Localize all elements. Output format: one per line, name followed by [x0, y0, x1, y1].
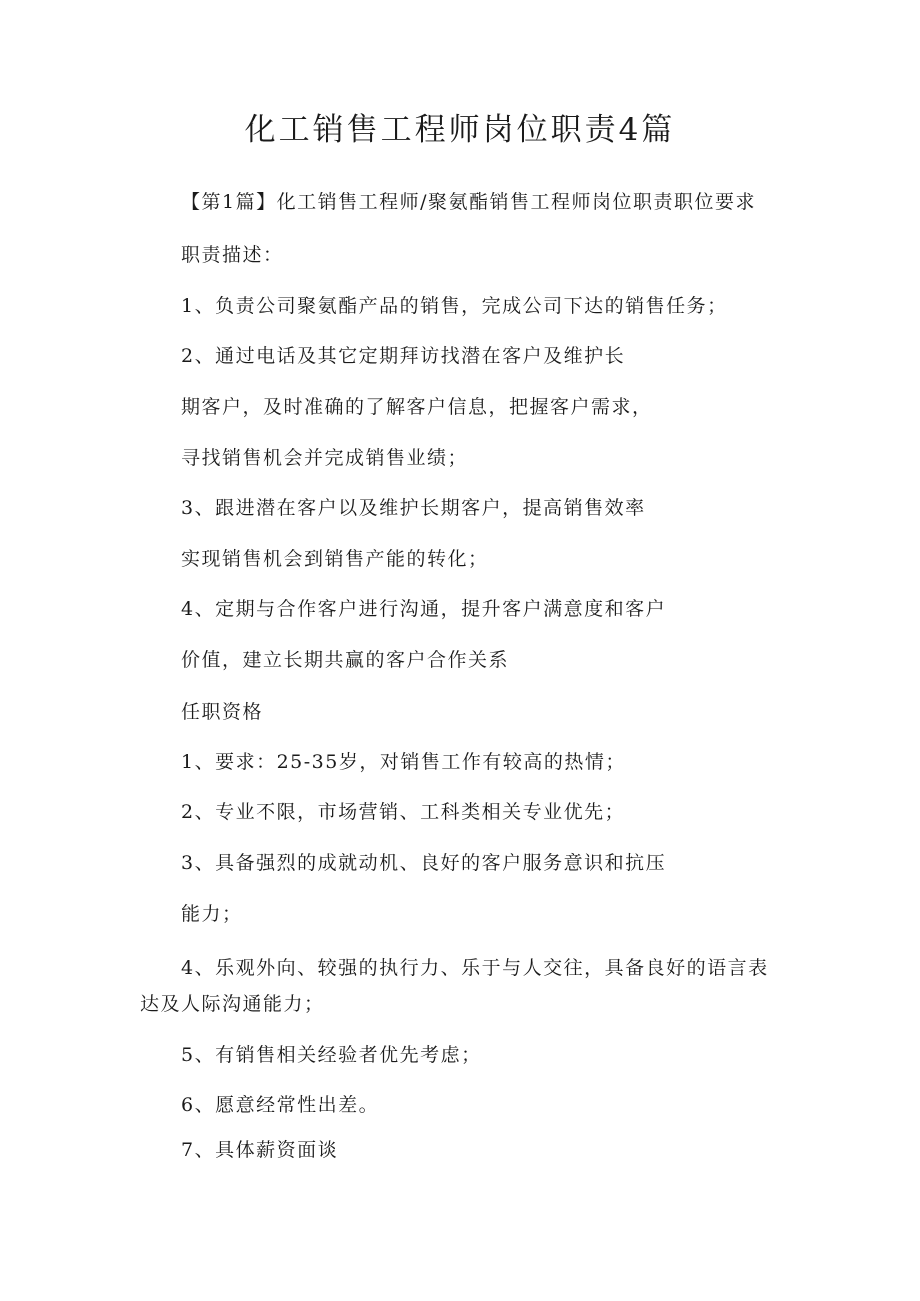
- section-heading: 【第1篇】化工销售工程师/聚氨酯销售工程师岗位职责职位要求: [181, 191, 756, 213]
- requirement-item-5: 5、有销售相关经验者优先考虑；: [181, 1044, 482, 1066]
- requirement-item-2: 2、专业不限，市场营销、工科类相关专业优先；: [181, 801, 626, 823]
- duty-item-2-line-3: 寻找销售机会并完成销售业绩；: [181, 447, 469, 469]
- duty-item-1: 1、负责公司聚氨酯产品的销售，完成公司下达的销售任务；: [181, 295, 728, 317]
- requirement-item-3-line-2: 能力；: [181, 903, 243, 925]
- duty-item-4-line-1: 4、定期与合作客户进行沟通，提升客户满意度和客户: [181, 598, 667, 620]
- requirement-item-3-line-1: 3、具备强烈的成就动机、良好的客户服务意识和抗压: [181, 852, 667, 874]
- duty-item-2-line-2: 期客户，及时准确的了解客户信息，把握客户需求，: [181, 396, 653, 418]
- duty-description-label: 职责描述：: [181, 244, 284, 266]
- document-title: 化工销售工程师岗位职责4篇: [244, 112, 676, 148]
- qualifications-label: 任职资格: [181, 701, 264, 723]
- duty-item-3-line-2: 实现销售机会到销售产能的转化；: [181, 548, 489, 570]
- duty-item-2-line-1: 2、通过电话及其它定期拜访找潜在客户及维护长: [181, 345, 626, 367]
- duty-item-4-line-2: 价值，建立长期共赢的客户合作关系: [181, 649, 510, 671]
- requirement-item-1: 1、要求：25-35岁，对销售工作有较高的热情；: [181, 751, 626, 773]
- requirement-item-7: 7、具体薪资面谈: [181, 1139, 339, 1161]
- duty-item-3-line-1: 3、跟进潜在客户以及维护长期客户，提高销售效率: [181, 497, 646, 519]
- requirement-item-4: 4、乐观外向、较强的执行力、乐于与人交往，具备良好的语言表达及人际沟通能力；: [140, 957, 769, 1015]
- requirement-item-6: 6、愿意经常性出差。: [181, 1094, 380, 1116]
